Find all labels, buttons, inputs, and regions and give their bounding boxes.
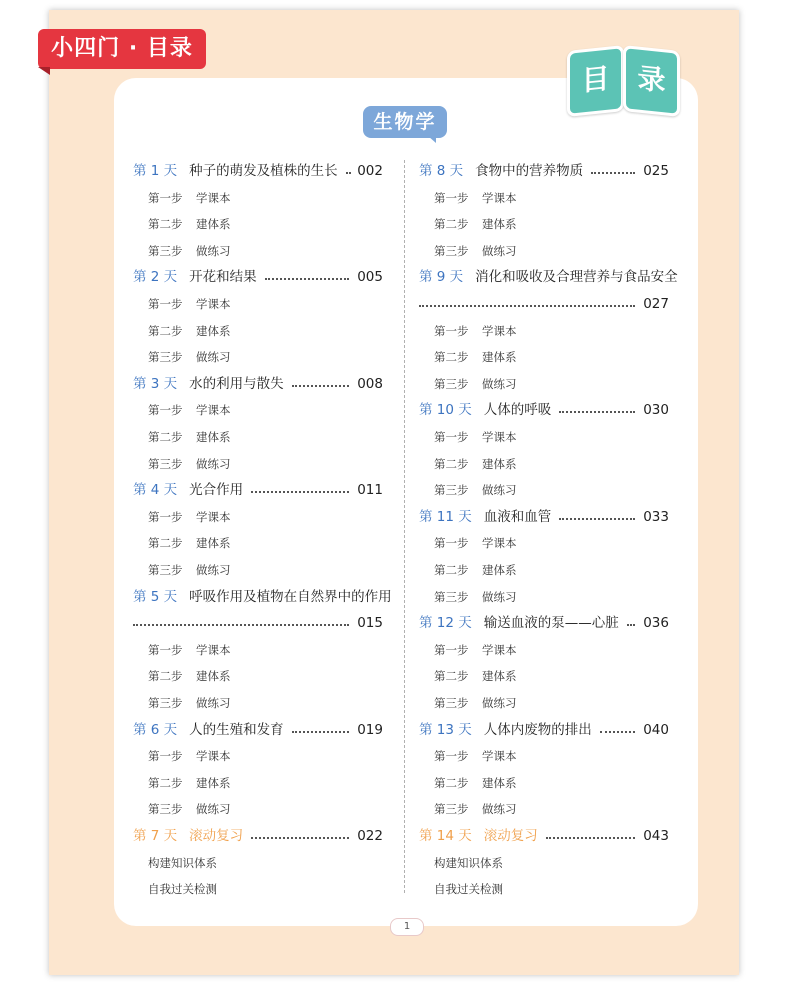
toc-step-label: 第一步 [434,430,469,444]
toc-step[interactable] [434,455,517,473]
toc-step-name: 做练习 [196,350,231,365]
toc-step[interactable] [434,588,517,606]
toc-step-label: 第一步 [148,190,183,205]
toc-step-name: 建体系 [196,775,231,790]
toc-page-number: 002 [357,163,383,179]
toc-step-name: 学课本 [482,430,517,444]
toc-page-number: 027 [643,296,669,312]
toc-step-name: 学课本 [196,403,231,418]
toc-step-label: 第三步 [148,563,183,577]
toc-entry[interactable] [419,400,669,420]
toc-step[interactable] [434,667,517,685]
toc-step[interactable] [434,375,517,393]
toc-step-name: 学课本 [482,323,517,338]
toc-step[interactable] [148,667,231,685]
toc-day-label: 第 1 天 [133,163,178,179]
toc-step-name: 建体系 [482,775,517,790]
toc-step-label: 第三步 [148,696,183,710]
toc-step-name: 建体系 [482,456,517,471]
toc-step-name: 做练习 [196,243,231,258]
toc-step-name: 建体系 [196,430,231,444]
toc-entry[interactable] [419,507,669,527]
toc-step-label: 第二步 [434,456,469,471]
toc-step[interactable] [434,774,517,792]
toc-day-label: 第 11 天 [419,508,472,525]
toc-step[interactable] [434,215,517,233]
toc-step-label: 第二步 [434,217,469,232]
toc-leader-dots [627,624,635,626]
toc-page-number: 033 [643,508,669,525]
toc-day-label: 第 4 天 [133,482,178,499]
toc-step-label: 第二步 [434,563,469,577]
toc-step-label: 第二步 [148,323,183,338]
toc-step-name: 学课本 [196,642,231,657]
toc-day-label: 第 10 天 [419,402,472,419]
toc-leader-dots [600,731,635,733]
toc-step[interactable] [148,401,231,419]
toc-step[interactable] [148,880,217,898]
toc-step-label: 第一步 [148,749,183,764]
toc-step[interactable] [148,455,231,473]
toc-title: 种子的萌发及植株的生长 [189,163,338,179]
subject-label-tail [428,136,436,143]
toc-step-label: 第三步 [148,243,183,258]
toc-step-name: 做练习 [196,696,231,710]
toc-step[interactable] [434,348,517,366]
toc-day-label: 第 12 天 [419,615,472,632]
toc-title: 人体的呼吸 [483,402,552,419]
toc-leader-dots [265,278,350,280]
toc-step-label: 构建知识体系 [148,855,217,870]
toc-step-label: 第二步 [148,536,183,551]
toc-step-label: 第三步 [148,456,183,471]
toc-step[interactable] [148,242,231,260]
toc-leader-dots [251,837,349,839]
toc-step-label: 第一步 [148,403,183,418]
toc-day-label: 第 6 天 [133,721,178,738]
toc-day-label: 第 2 天 [133,269,178,286]
toc-step-label: 第三步 [434,802,469,817]
toc-step-name: 做练习 [482,376,517,391]
toc-step[interactable] [434,189,517,207]
toc-title: 人体内废物的排出 [483,721,592,738]
toc-title: 滚动复习 [483,828,538,844]
badge-fold-decoration [38,67,50,75]
book-icon [565,44,677,112]
toc-leader-dots [559,411,635,413]
toc-step-name: 建体系 [196,323,231,338]
toc-step-name: 建体系 [196,536,231,551]
toc-leader-dots [546,837,635,839]
toc-step-name: 学课本 [196,749,231,764]
toc-step[interactable] [148,428,231,446]
toc-day-label: 第 8 天 [419,163,464,179]
toc-step-label: 第二步 [434,775,469,790]
section-badge: 小四门 · 目录 [38,29,206,69]
toc-page-number: 036 [643,615,669,632]
toc-entry[interactable] [133,267,383,287]
toc-step[interactable] [434,854,503,872]
toc-entry[interactable] [133,826,383,846]
toc-step[interactable] [434,694,517,712]
toc-step-name: 建体系 [482,350,517,365]
toc-step-name: 学课本 [482,190,517,205]
toc-title: 呼吸作用及植物在自然界中的作用 [189,588,392,605]
toc-step-label: 第一步 [148,642,183,657]
toc-entry[interactable] [133,720,383,740]
toc-step-label: 第三步 [434,483,469,498]
toc-title: 食物中的营养物质 [475,163,584,179]
toc-step[interactable] [148,534,231,552]
toc-step-label: 第二步 [148,775,183,790]
toc-step[interactable] [148,322,231,340]
toc-step-label: 第一步 [434,536,469,551]
toc-page-number: 015 [357,615,383,632]
toc-day-label: 第 3 天 [133,375,178,392]
toc-step[interactable] [148,747,231,765]
toc-leader-dots [251,491,349,493]
toc-day-label: 第 9 天 [419,269,464,286]
toc-step-label: 第三步 [434,589,469,604]
toc-step-name: 做练习 [482,589,517,604]
toc-title: 输送血液的泵——心脏 [483,615,619,632]
toc-step-name: 建体系 [482,217,517,232]
toc-page-number: 043 [643,828,669,844]
toc-step-name: 做练习 [196,563,231,577]
toc-step[interactable] [148,295,231,313]
book-right-page: 录 [623,45,680,117]
toc-step[interactable] [148,215,231,233]
toc-step-label: 第一步 [434,749,469,764]
toc-step-label: 自我过关检测 [434,882,503,897]
toc-page-number: 005 [357,269,383,286]
toc-entry[interactable] [133,587,392,607]
toc-step-name: 学课本 [196,297,231,311]
toc-step-name: 做练习 [482,696,517,710]
subject-label: 生物学 [363,106,447,138]
toc-title: 开花和结果 [189,269,257,286]
toc-step-label: 自我过关检测 [148,882,217,897]
toc-step-label: 第二步 [434,350,469,365]
toc-step-name: 学课本 [482,642,517,657]
toc-step-name: 建体系 [482,563,517,577]
toc-entry[interactable] [133,480,383,500]
toc-step-name: 建体系 [196,669,231,684]
toc-day-label: 第 7 天 [133,828,178,844]
toc-entry[interactable] [133,161,383,181]
toc-step-name: 做练习 [482,243,517,258]
toc-leader-dots [292,385,350,387]
toc-step[interactable] [434,641,517,659]
toc-step-label: 第二步 [434,669,469,684]
toc-page-number: 019 [357,721,383,738]
toc-day-label: 第 14 天 [419,828,472,844]
toc-step-name: 做练习 [196,802,231,817]
toc-step-name: 建体系 [482,669,517,684]
toc-step[interactable] [434,322,517,340]
toc-title: 消化和吸收及合理营养与食品安全 [475,269,678,286]
toc-step-name: 做练习 [196,456,231,471]
toc-step-label: 第一步 [434,642,469,657]
toc-step[interactable] [434,242,517,260]
toc-step[interactable] [148,694,231,712]
toc-step-name: 做练习 [482,483,517,498]
toc-step-name: 做练习 [482,802,517,817]
toc-step[interactable] [148,774,231,792]
toc-step-label: 构建知识体系 [434,855,503,870]
toc-page-number: 040 [643,721,669,738]
page-number: 1 [390,918,424,936]
toc-page-number: 025 [643,163,669,179]
toc-leader-dots [419,305,635,307]
toc-entry[interactable] [419,826,669,846]
toc-entry[interactable] [419,161,669,181]
toc-entry[interactable] [419,613,669,633]
toc-title: 水的利用与散失 [189,375,284,392]
toc-step[interactable] [434,880,503,898]
toc-step[interactable] [434,561,517,579]
toc-title: 人的生殖和发育 [189,721,284,738]
toc-step-name: 学课本 [196,509,231,524]
toc-step-label: 第三步 [434,376,469,391]
toc-step[interactable] [148,189,231,207]
toc-title: 光合作用 [189,482,244,499]
toc-step[interactable] [434,800,517,818]
toc-title: 滚动复习 [189,828,244,844]
toc-entry-continued[interactable] [419,294,669,314]
toc-step-label: 第三步 [434,696,469,710]
toc-page-number: 008 [357,375,383,392]
toc-page-number: 022 [357,828,383,844]
toc-step-label: 第一步 [148,509,183,524]
toc-page-number: 030 [643,402,669,419]
toc-step-label: 第三步 [148,802,183,817]
toc-leader-dots [133,624,349,626]
toc-leader-dots [292,731,350,733]
toc-step-name: 学课本 [482,749,517,764]
toc-entry[interactable] [419,267,678,287]
toc-step-label: 第三步 [148,350,183,365]
toc-step[interactable] [148,508,231,526]
toc-step[interactable] [148,800,231,818]
toc-step-name: 学课本 [196,190,231,205]
toc-step[interactable] [148,348,231,366]
toc-step[interactable] [434,747,517,765]
toc-step-label: 第二步 [148,669,183,684]
toc-entry[interactable] [133,374,383,394]
toc-step-name: 建体系 [196,217,231,232]
toc-leader-dots [591,172,635,174]
toc-day-label: 第 5 天 [133,588,178,605]
column-divider [404,160,405,893]
toc-step-label: 第一步 [148,297,183,311]
toc-step-label: 第一步 [434,323,469,338]
toc-title: 血液和血管 [483,508,552,525]
toc-day-label: 第 13 天 [419,721,472,738]
toc-step-label: 第二步 [148,430,183,444]
toc-step-label: 第二步 [148,217,183,232]
toc-step-label: 第三步 [434,243,469,258]
toc-step-label: 第一步 [434,190,469,205]
toc-leader-dots [559,518,635,520]
toc-step[interactable] [148,641,231,659]
toc-step[interactable] [434,534,517,552]
toc-step[interactable] [148,561,231,579]
toc-leader-dots [346,172,350,174]
toc-page-number: 011 [357,482,383,499]
toc-entry-continued[interactable] [133,613,383,633]
book-left-page: 目 [567,45,624,117]
toc-step[interactable] [434,428,517,446]
toc-step[interactable] [434,481,517,499]
toc-step[interactable] [148,854,217,872]
toc-step-name: 学课本 [482,536,517,551]
toc-entry[interactable] [419,720,669,740]
